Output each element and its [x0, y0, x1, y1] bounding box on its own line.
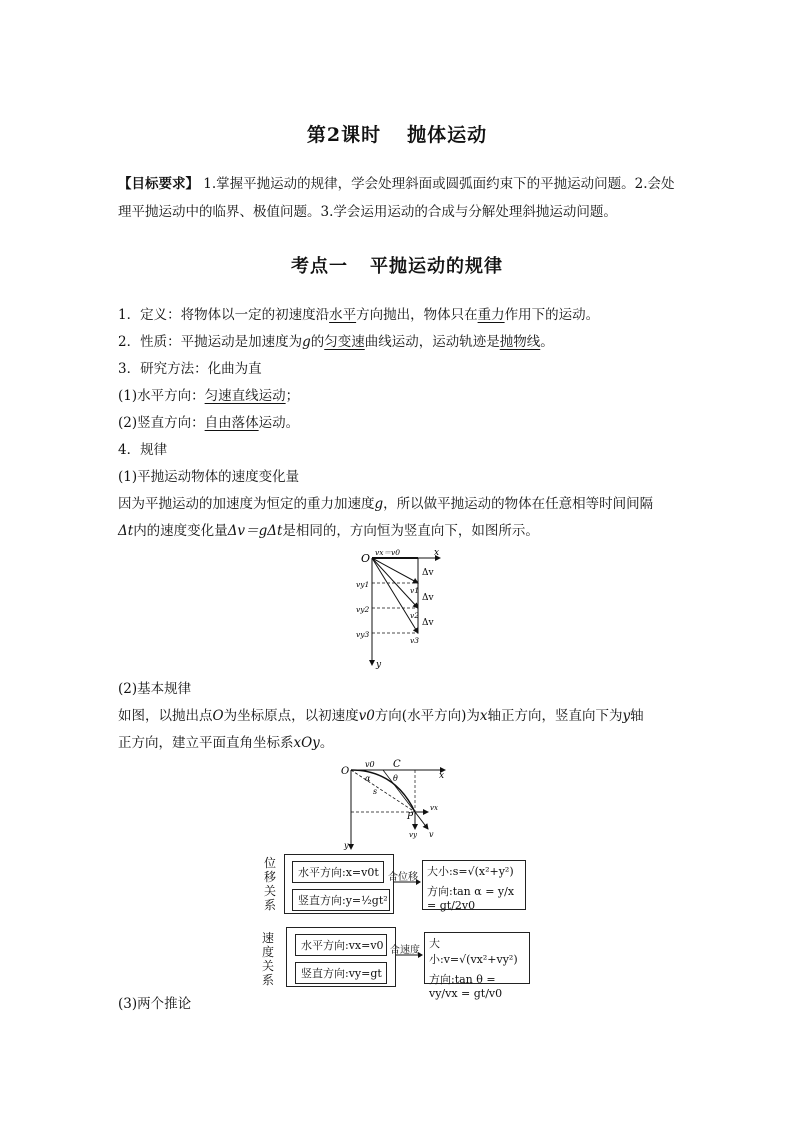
dv-label-2: Δv — [422, 593, 434, 603]
corollaries-heading: (3)两个推论 — [118, 996, 192, 1012]
v3-arrow — [372, 558, 418, 633]
displacement-components-box — [284, 854, 394, 914]
velocity-change-diagram — [350, 545, 450, 670]
c-label: C — [393, 759, 401, 770]
p-label: P — [407, 812, 414, 822]
theta-label: θ — [393, 774, 398, 783]
velocity-change-text-1: 因为平抛运动的加速度为恒定的重力加速度g，所以做平抛运动的物体在任意相等时间间隔 — [118, 496, 654, 512]
definition-line: 1．定义：将物体以一定的初速度沿水平方向抛出，物体只在重力作用下的运动。 — [118, 307, 600, 323]
velocity-combine-label: 合速度 — [390, 945, 420, 956]
displacement-vertical-label: 位 移 关 系 — [264, 856, 277, 912]
v-arrow — [415, 812, 428, 829]
property-line: 2．性质：平抛运动是加速度为g的匀变速曲线运动，运动轨迹是抛物线。 — [118, 334, 554, 350]
vertical-line: (2)竖直方向：自由落体运动。 — [118, 415, 300, 431]
displacement-horizontal: 水平方向:x=v0t — [292, 861, 384, 883]
vy2-label: vy2 — [356, 605, 370, 614]
vy1-label: vy1 — [356, 580, 370, 589]
velocity-vertical-label: 速 度 关 系 — [262, 931, 275, 987]
origin-label: O — [361, 552, 371, 565]
x-label: x — [439, 771, 445, 781]
velocity-result-box — [424, 932, 530, 1000]
v3-label: v3 — [410, 636, 420, 645]
vx-label: vx — [430, 804, 438, 812]
horizontal-line: (1)水平方向：匀速直线运动； — [118, 388, 300, 404]
v1-label: v1 — [410, 586, 420, 595]
page-title: 第2课时 抛体运动 — [306, 124, 488, 146]
velocity-horizontal: 水平方向:vx=v0 — [295, 934, 387, 956]
goal-tag: 【目标要求】 — [118, 176, 199, 192]
vy3-label: vy3 — [356, 630, 370, 639]
velocity-relation — [260, 927, 535, 1000]
velocity-direction: 方向:tan θ = vy/vx = gt/v0 — [429, 973, 503, 1000]
origin-label: O — [341, 766, 350, 777]
v0-label: v0 — [365, 760, 375, 769]
y-label: y — [376, 660, 382, 670]
basic-rules-text-1: 如图，以抛出点O为坐标原点，以初速度v0方向(水平方向)为x轴正方向，竖直向下为y轴 — [118, 708, 644, 724]
vx-label: vx＝v0 — [375, 548, 400, 557]
displacement-vertical: 竖直方向:y=½gt² — [292, 889, 390, 911]
v1-arrow — [372, 558, 418, 583]
learning-goals: 【目标要求】 1.掌握平抛运动的规律，学会处理斜面或圆弧面约束下的平抛运动问题。2.会处 理平抛运动中的临界、极值问题。3.学会运用运动的合成与分解处理斜抛运动问题。 — [118, 176, 675, 220]
displacement-direction: 方向:tan α = y/x = gt/2v0 — [427, 885, 515, 912]
vy-label: vy — [409, 831, 417, 839]
alpha-label: α — [365, 774, 371, 783]
v-label: v — [429, 830, 434, 839]
section-heading: 考点一 平抛运动的规律 — [291, 256, 503, 277]
trajectory-diagram — [335, 757, 455, 852]
velocity-vertical: 竖直方向:vy=gt — [295, 962, 387, 984]
rules-heading: 4．规律 — [118, 442, 168, 458]
method-line: 3．研究方法：化曲为直 — [118, 361, 262, 377]
y-label: y — [344, 841, 349, 850]
displacement-result-box — [422, 860, 526, 910]
velocity-change-text-2: Δt内的速度变化量Δv＝gΔt是相同的，方向恒为竖直向下，如图所示。 — [118, 523, 539, 539]
x-label: x — [434, 548, 440, 558]
displacement-combine-label: 合位移 — [388, 872, 418, 883]
v2-label: v2 — [410, 611, 420, 620]
tangent-line — [383, 770, 415, 812]
dv-label-3: Δv — [422, 618, 434, 628]
dv-label-1: Δv — [422, 568, 434, 578]
velocity-components-box — [286, 927, 396, 987]
s-label: s — [373, 787, 378, 796]
velocity-change-heading: (1)平抛运动物体的速度变化量 — [118, 469, 300, 485]
displacement-relation — [262, 854, 532, 914]
displacement-magnitude: 大小:s=√(x²+y²) — [427, 865, 514, 878]
basic-rules-heading: (2)基本规律 — [118, 681, 192, 697]
velocity-magnitude: 大小:v=√(vx²+vy²) — [429, 937, 518, 966]
basic-rules-text-2: 正方向，建立平面直角坐标系xOy。 — [118, 735, 334, 751]
